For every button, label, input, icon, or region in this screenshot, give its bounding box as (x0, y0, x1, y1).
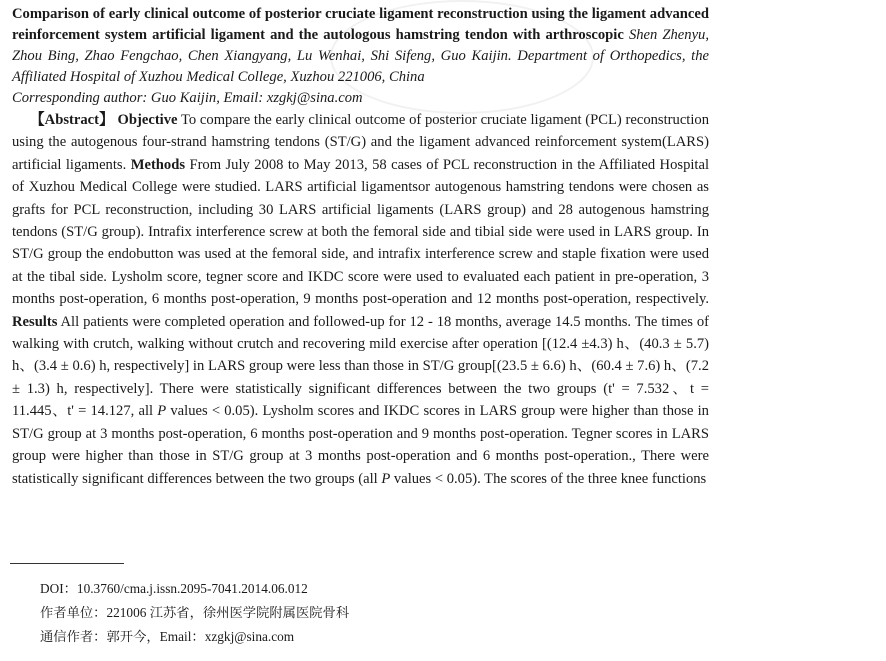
article-title (12, 4, 709, 88)
paper-page (12, 4, 709, 490)
objective-label: Objective (117, 112, 178, 128)
results-text-1: All patients were completed operation and followed-up for 12 - 18 months, average 14.5 months. The times of walking with crutch, walking without crutch and recovering mild exercise after operation [(12.4 ±4.3) h、(40.3 ± 5.7) h、(3.4 ± 0.6) h, respectively] in LARS group were less than those in ST/G group[(23.5 ± 6.6) h、(60.4 ± 7.6) h、(7.2 ± 1.3) h, respectively]. There were statistically significant differences between the two groups (t' = 7.532、t = 11.445、t' = 14.127, all (12, 313, 709, 420)
corresponding-footnote: 通信作者：郭开今，Email：xzgkj@sina.com (40, 629, 295, 644)
abstract-label: 【Abstract】 (30, 112, 114, 128)
title-text: Comparison of early clinical outcome of posterior cruciate ligament reconstruction using the ligament advanced reinforcement system artificial ligament and the autologous hamstring tendon with arthroscopic (12, 6, 709, 43)
results-text-2: values < 0.05). Lysholm scores and IKDC scores in LARS group were higher than those in ST/G group at 3 months post-operation, 6 months post-operation and 9 months post-operation. Tegner scores in LARS group were higher than those in ST/G group at 3 months post-operation and 6 months post-operation., There were statistically significant differences between the two groups (all (12, 403, 709, 487)
corresponding-author: Corresponding author: Guo Kaijin, Email: xzgkj@sina.com (12, 90, 363, 106)
results-text-3: values < 0.05). The scores of the three knee functions (393, 470, 707, 487)
author-list: Shen Zhenyu, Zhou Bing, Zhao Fengchao, Chen Xiangyang, Lu Wenhai, Shi Sifeng, Guo Kaijin. (12, 27, 709, 64)
abstract (12, 109, 709, 490)
footnote-divider (10, 563, 124, 564)
methods-label: Methods (130, 156, 186, 173)
methods-text: From July 2008 to May 2013, 58 cases of PCL reconstruction in the Affiliated Hospital of Xuzhou Medical College were studied. LARS artificial ligamentsor autogenous hamstring tendons were chosen as grafts for PCL reconstruction, including 30 LARS artificial ligaments (LARS group) and 28 autogenous hamstring tendons (ST/G group). Intrafix interference screw at both the femoral side and tibial side were used in LARS group. In ST/G group the endobutton was used at the femoral side, and intrafix interference screw and staple fixation were used at the tibal side. Lysholm score, tegner score and IKDC score were used to evaluated each patient in pre-operation, 3 months post-operation, 6 months post-operation, 9 months post-operation and 12 months post-operation, respectively. (12, 156, 710, 308)
objective-text: To compare the early clinical outcome of posterior cruciate ligament (PCL) reconstruction using the autogenous four-strand hamstring tendons (ST/G) and the ligament advanced reinforcement system(LARS) artificial ligaments. (12, 112, 710, 173)
author-unit-footnote: 作者单位：221006 江苏省，徐州医学院附属医院骨科 (40, 605, 350, 620)
doi-footnote: DOI：10.3760/cma.j.issn.2095-7041.2014.06.012 (40, 581, 308, 596)
p-symbol-1: P (157, 403, 167, 420)
p-symbol-2: P (381, 470, 391, 487)
results-label: Results (12, 313, 58, 330)
affiliation: Department of Orthopedics, the Affiliated Hospital of Xuzhou Medical College, Xuzhou 221006, China (12, 48, 709, 85)
